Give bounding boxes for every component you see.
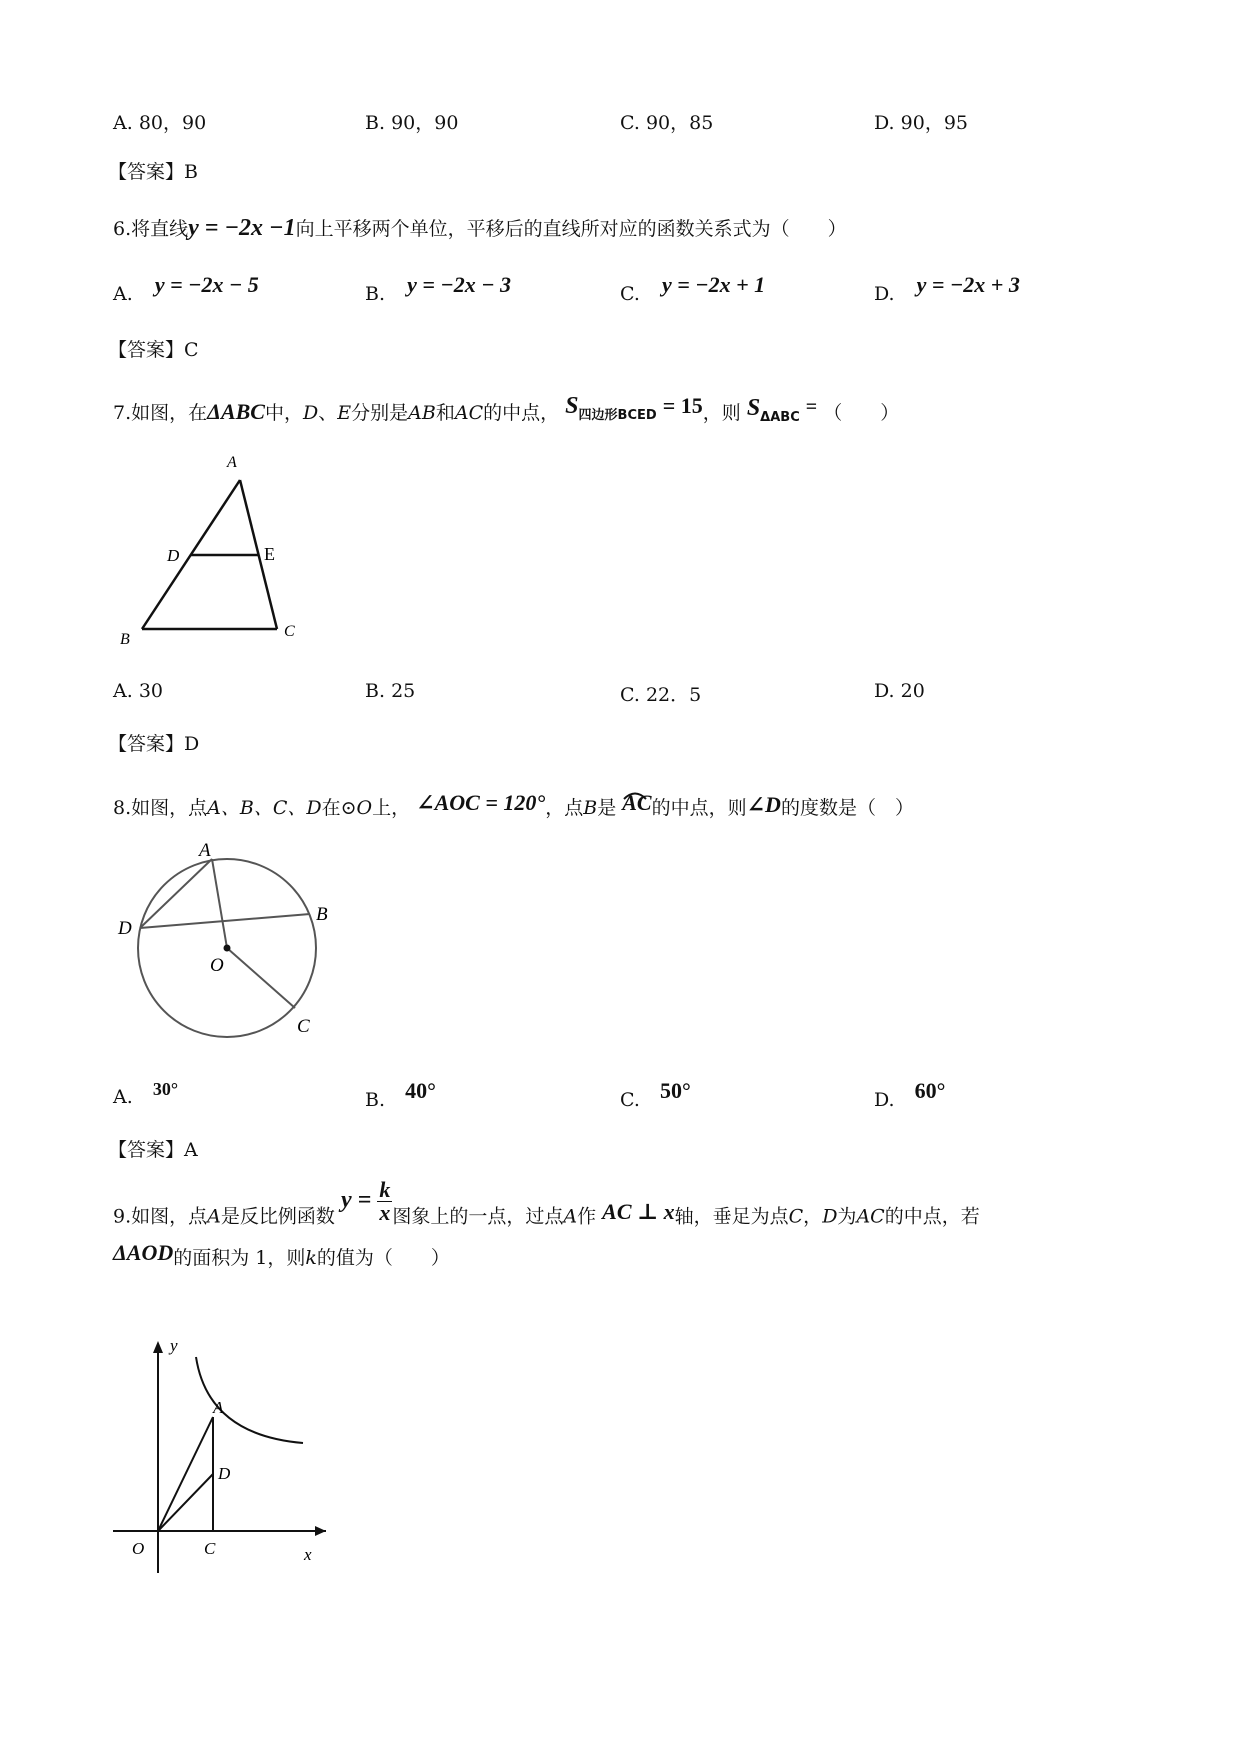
q8-option-c: C. 50° — [620, 1078, 691, 1111]
q8-label-a: A — [199, 840, 211, 861]
q7-option-d: D. 20 — [874, 680, 925, 702]
q8-label-b: B — [316, 904, 328, 925]
q5-option-a: A. 80，90 — [113, 112, 207, 134]
q5-option-c: C. 90，85 — [620, 112, 714, 134]
q8-circle-figure — [108, 838, 348, 1038]
q8-stem: 8.如图，点A、B、C、D在⊙O上， ∠AOC = 120°，点B是 AC 的中点，则∠D的度数是（ ） — [113, 790, 914, 819]
q8-option-d: D. 60° — [874, 1078, 946, 1111]
q9-graph-figure — [108, 1335, 338, 1575]
q8-answer: 【答案】A — [108, 1139, 198, 1161]
q6-option-c: C. y = −2x + 1 — [620, 272, 766, 305]
q9-segment-od — [158, 1474, 213, 1531]
q6-option-a: A. y = −2x − 5 — [113, 272, 259, 305]
q8-chord-db — [140, 914, 310, 928]
q9-fraction: $\frac{k}{x}$ — [379, 1177, 391, 1225]
q8-arc-ac: AC — [622, 790, 652, 815]
q7-label-d: D — [167, 546, 180, 565]
q7-triangle-figure — [110, 445, 320, 645]
q9-label-o: O — [132, 1539, 145, 1558]
q9-stem-line2: ΔAOD的面积为 1，则k的值为（ ） — [113, 1240, 450, 1269]
q8-chord-ad — [140, 859, 212, 928]
q7-option-b: B. 25 — [365, 680, 416, 702]
q7-option-a: A. 30 — [113, 680, 163, 702]
q9-y-arrow-icon — [153, 1341, 163, 1353]
q8-option-a: A. 30° — [113, 1079, 179, 1108]
q7-label-c: C — [284, 623, 295, 640]
q7-stem: 7.如图，在ΔABC中，D、E分别是AB和AC的中点， S四边形BCED = 15，则 SΔABC = （ ） — [113, 393, 900, 425]
q8-label-o: O — [210, 955, 224, 976]
q8-label-c: C — [297, 1016, 310, 1037]
q7-answer: 【答案】D — [108, 733, 200, 755]
q6-option-b: B. y = −2x − 3 — [365, 272, 512, 305]
q9-stem-line1: 9.如图，点A是反比例函数 y = $\frac{k}{x}$ 图象上的一点，过点A作 AC ⊥ x轴，垂足为点C，D为AC的中点，若 — [113, 1177, 980, 1228]
q6-stem: 6.将直线y = −2x −1向上平移两个单位，平移后的直线所对应的函数关系式为（ ） — [113, 215, 847, 241]
q9-label-y: y — [170, 1336, 178, 1355]
q5-option-d: D. 90，95 — [874, 112, 969, 134]
q6-option-d: D. y = −2x + 3 — [874, 272, 1020, 305]
q9-x-arrow-icon — [315, 1526, 326, 1536]
q8-option-b: B. 40° — [365, 1078, 436, 1111]
q9-label-x: x — [304, 1545, 312, 1564]
q5-answer: 【答案】B — [108, 161, 198, 183]
q7-label-b: B — [120, 631, 130, 645]
q8-radius-oc — [227, 948, 295, 1008]
q9-label-a: A — [213, 1398, 224, 1417]
q9-label-d: D — [218, 1464, 231, 1483]
q9-segment-oa — [158, 1417, 213, 1531]
arc-icon — [622, 790, 648, 800]
q5-option-b: B. 90，90 — [365, 112, 459, 134]
q7-option-c: C. 22．5 — [620, 684, 702, 706]
q8-radius-oa — [212, 859, 227, 948]
q8-label-d: D — [118, 918, 132, 939]
q6-answer: 【答案】C — [108, 339, 199, 361]
q7-label-e: E — [264, 544, 275, 564]
q7-label-a: A — [227, 454, 237, 471]
q8-center-dot — [224, 945, 231, 952]
q9-label-c: C — [204, 1539, 216, 1558]
